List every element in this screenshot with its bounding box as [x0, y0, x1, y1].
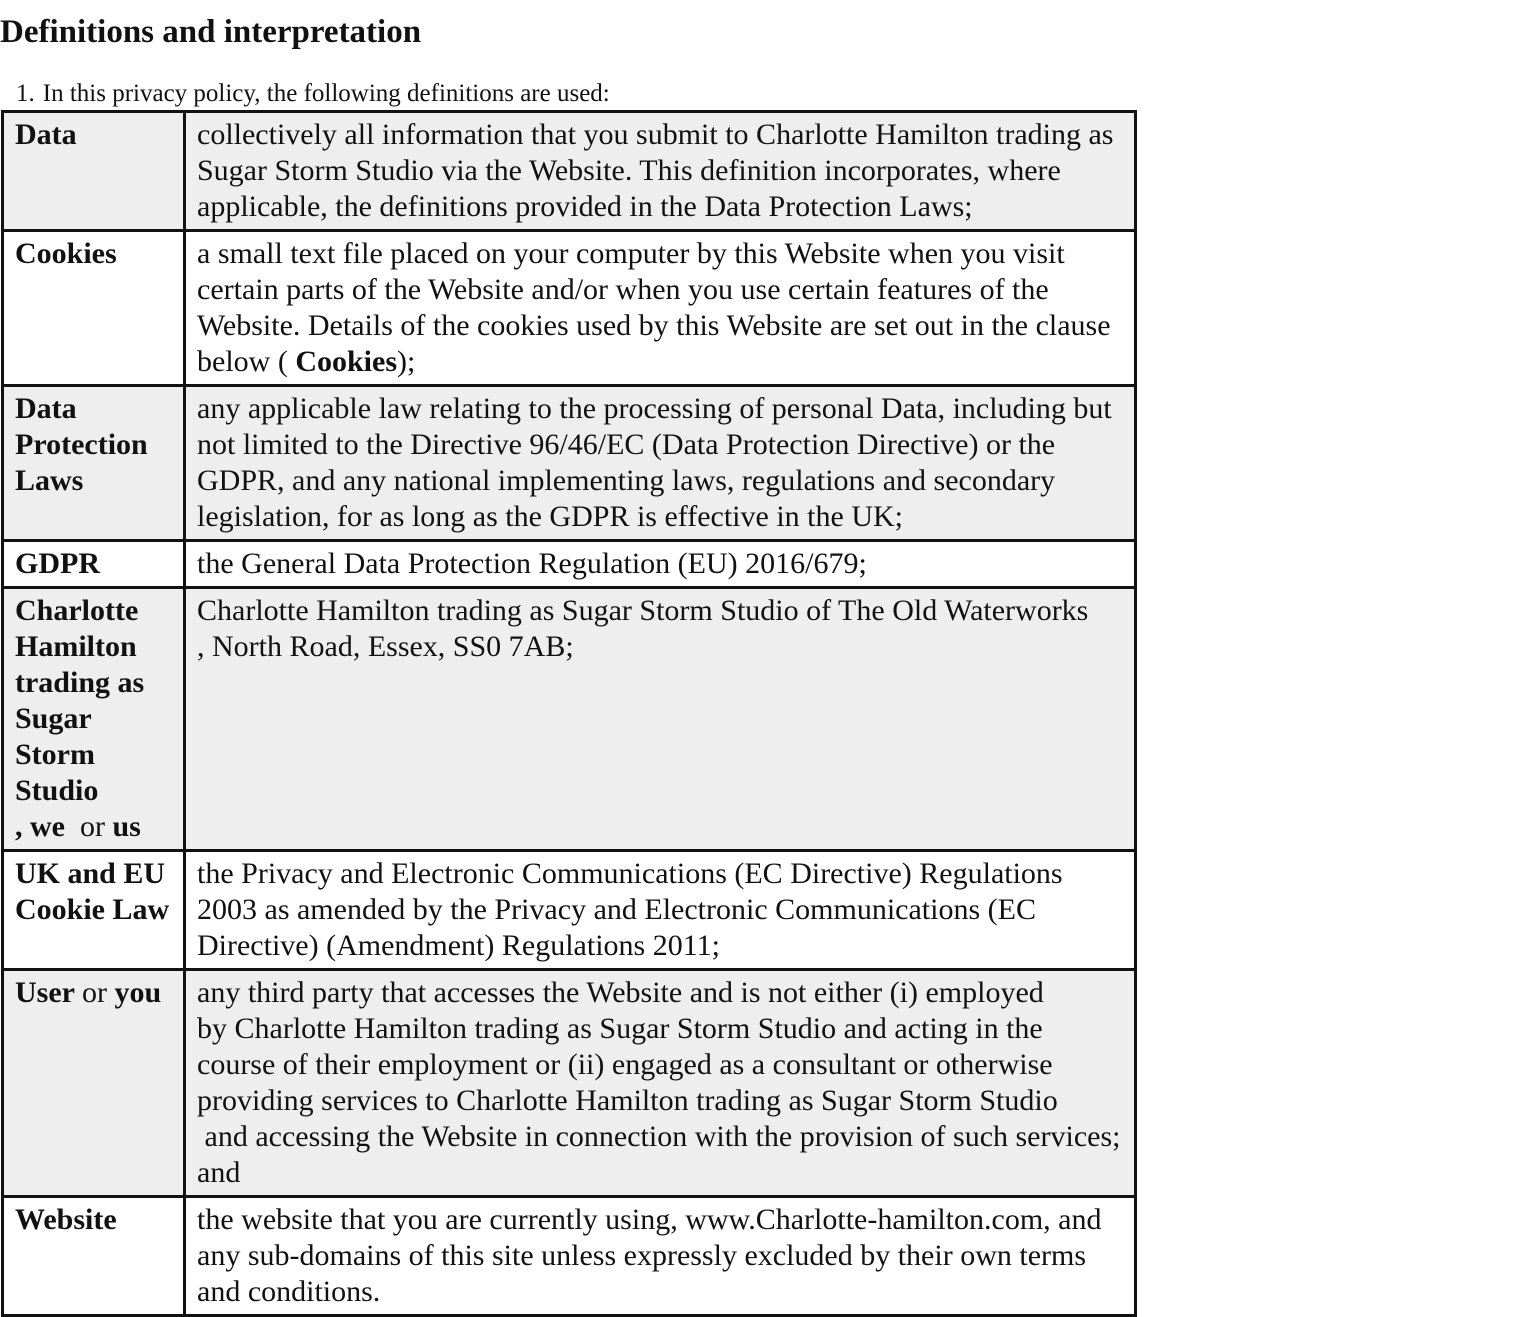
definition-row-data-protection-laws — [3, 386, 1136, 541]
definition-bold-term: Cookies — [295, 345, 397, 378]
term-cell: UK and EU Cookie Law — [3, 851, 185, 970]
definition-line: any third party that accesses the Website and is not either (i) employed — [197, 976, 1044, 1009]
definition-cell: the website that you are currently using, www.Charlotte-hamilton.com, and any sub-domains of this site unless expressly excluded by their own terms and conditions. — [185, 1197, 1136, 1316]
term-cell — [3, 970, 185, 1197]
intro-number: 1. — [16, 80, 35, 107]
section-heading: Definitions and interpretation — [0, 14, 422, 50]
intro-paragraph — [16, 79, 610, 109]
definition-row-user — [3, 970, 1136, 1197]
term-cell: GDPR — [3, 541, 185, 588]
definition-line: by Charlotte Hamilton trading as Sugar Storm Studio and acting in the course of their employment or (ii) engaged as a consultant or otherwise providing services to Charlotte Hamilton trading as Sugar Storm Studio — [197, 1012, 1058, 1117]
term-cell: Data Protection Laws — [3, 386, 185, 541]
term-alias-us: us — [112, 810, 141, 843]
term-you: you — [114, 976, 162, 1009]
definition-row-cookie-law — [3, 851, 1136, 970]
definition-cell: the Privacy and Electronic Communications (EC Directive) Regulations 2003 as amended by the Privacy and Electronic Communications (EC Directive) (Amendment) Regulations 2011; — [185, 851, 1136, 970]
term-name: Charlotte Hamilton trading as Sugar Storm Studio — [15, 594, 145, 807]
definition-row-company — [3, 588, 1136, 851]
definition-line: , North Road, Essex, SS0 7AB; — [197, 630, 574, 663]
definition-row-gdpr — [3, 541, 1136, 588]
definition-text-end: ); — [397, 345, 416, 378]
definition-cell: any applicable law relating to the processing of personal Data, including but not limited to the Directive 96/46/EC (Data Protection Directive) or the GDPR, and any national implementing laws, regulations and secondary legislation, for as long as the GDPR is effective in the UK; — [185, 386, 1136, 541]
definition-row-cookies — [3, 231, 1136, 386]
term-cell: Data — [3, 112, 185, 231]
definition-line: and accessing the Website in connection with the provision of such services; and — [197, 1120, 1128, 1189]
definition-text: a small text file placed on your computer by this Website when you visit certain parts of the Website and/or when you use certain features of the Website. Details of the cookies used by this Website are set out in the clause below ( — [197, 237, 1111, 378]
definition-line: Charlotte Hamilton trading as Sugar Storm Studio of The Old Waterworks — [197, 594, 1089, 627]
term-cell: Cookies — [3, 231, 185, 386]
term-cell: Website — [3, 1197, 185, 1316]
definition-cell: collectively all information that you submit to Charlotte Hamilton trading as Sugar Storm Studio via the Website. This definition incorporates, where applicable, the definitions provided in the Data Protection Laws; — [185, 112, 1136, 231]
definition-row-data — [3, 112, 1136, 231]
definition-cell: the General Data Protection Regulation (EU) 2016/679; — [185, 541, 1136, 588]
definition-cell — [185, 231, 1136, 386]
definition-cell — [185, 588, 1136, 851]
term-connector: or — [79, 810, 105, 843]
definitions-table — [1, 110, 1137, 1317]
definition-row-website — [3, 1197, 1136, 1316]
intro-text: In this privacy policy, the following definitions are used: — [42, 80, 610, 107]
definition-cell — [185, 970, 1136, 1197]
term-alias-we: , we — [15, 810, 65, 843]
term-user: User — [15, 976, 75, 1009]
term-connector: or — [81, 976, 107, 1009]
term-cell — [3, 588, 185, 851]
